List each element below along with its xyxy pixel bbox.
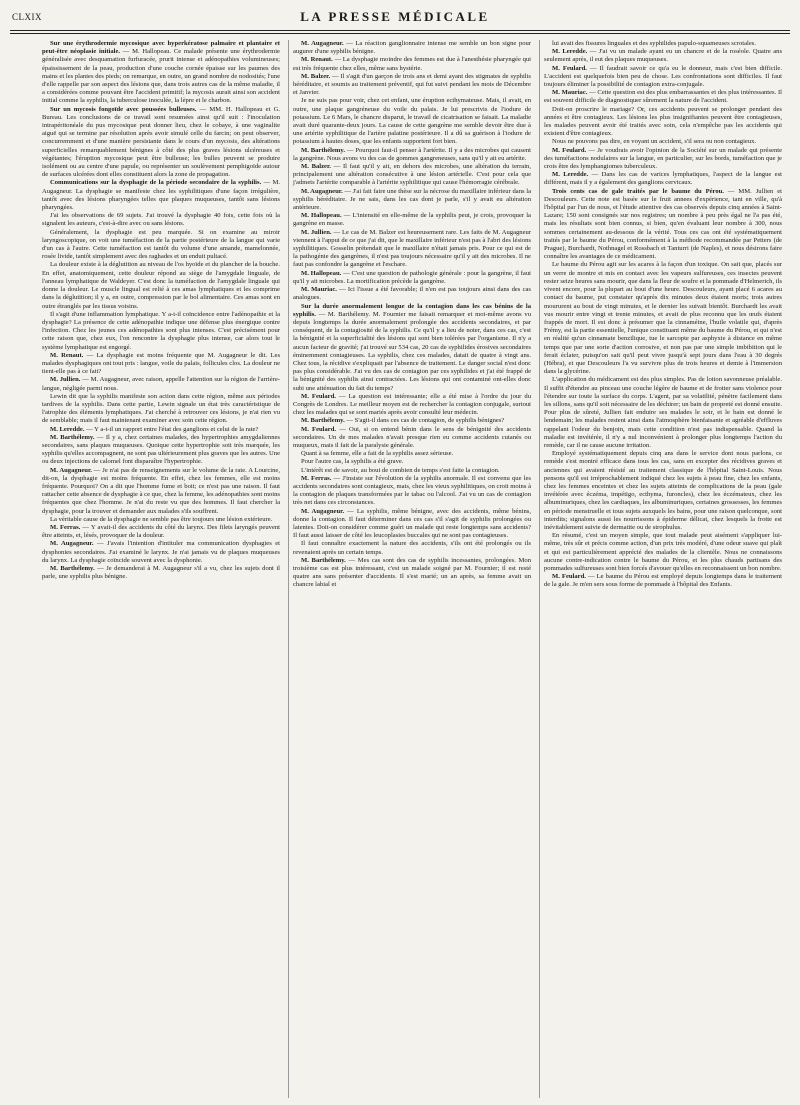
paragraph-text: M. Hallopeau. Ce malade présente une érythrodermie généralisée avec desquamation furfuracée, prurit intense et adénopathies volumineuses; épaississement de la peau, production d'une couche cornée épaisse sur les paumes des mains et les plantes des pieds; on remarque, en outre, un grand nombre de nodosités; l'une d'elle rappelle par son aspect des lésions que, dans trois autres cas de la même maladie, il a considérées comme pouvant être l'accident primitif; la mycosis aurait ainsi son accident initial comme la syphilis, la tuberculose inoculée, la lèpre et le charbon.	[42, 48, 280, 105]
paragraph-text: Le baume du Pérou agit sur les acares à la façon d'un toxique. On sait que, placés sur un verre de montre et mis en contact avec les vapeurs sulfureuses, ces insectes peuvent rester seize heures sans mourir, que dans la fleur de soufre et la pommade d'Helmerich, ils vivent encore, pour la plupart au bout d'une heure. Descouleurs, ayant placé 6 acares au contact du baume, put constater qu'après dix minutes deux étaient morts; trois autres moururent au bout de vingt minutes, et le dernier les suivait bientôt. Burchardt les avait vus mourir entre vingt et trente minutes, et avait de plus reconnu que les œufs étaient frappés de mort. Il est donc à présumer que la cinnaméine, l'huile volatile qui, d'après Frémy, est la partie essentielle, l'unique constituant même du baume du Pérou, et qui n'est en réalité qu'un cinnamate benzilique, tue le sarcopte par asphyxie à distance en même temps que par une sorte d'action corrosive, et non pas par une simple imbibition qui le ferait éclater, puisqu'on sait qu'il peut vivre jusqu'à sept jours dans l'eau à 30 degrés (Hébra), et que Descouleurs l'a vu survivre plus de trois heures et demie à l'immersion dans la glycérine.	[544, 261, 782, 376]
speaker-name: M. Feulard.	[552, 146, 587, 154]
paragraph: M. Feulard. — Oui, si on entend bénin dans le sens de bénignité des accidents secondaires. Un de mes malades n'avait presque rien eu comme accidents cutanés ou muqueux, mais il fait de la paralysie générale.	[293, 425, 531, 449]
speaker-name: M. Leredde.	[552, 48, 588, 56]
paragraph-text: Nous ne pouvons pas dire, en voyant un accident, s'il sera ou non contagieux.	[552, 138, 757, 146]
paragraph: M. Leredde. — Y a-t-il un rapport entre l'état des ganglions et celui de la rate?	[50, 425, 259, 433]
paragraph-text: J'ai fait faire une thèse sur la nécrose du maxillaire inférieur dans la syphilis héréditaire. Je ne sais, dans les cas dont je parle, s'il y avait eu altération antérieure.	[293, 187, 531, 212]
paragraph: M. Augagneur. — La syphilis, même bénigne, avec des accidents, même bénins, donne la contagion. Il faut déterminer dans ces cas s'il s'agit de syphilis prolongées ou latentes. Doit-on considérer comme guéri un malade qui reste longtemps sans accidents? Il faut aussi laisser de côté les leucoplasies buccales qui ne sont pas contagieuses.	[293, 507, 531, 540]
paragraph-text: Pourquoi faut-il penser à l'artérite. Il y a des microbes qui causent la gangrène. Nous avons vu des cas de gommes gangreneuses, sans qu'il y ait eu artérite.	[293, 146, 531, 162]
paragraph-text: Généralement, la dysphagie est peu marquée. Si on examine au miroir laryngoscopique, on voit une tuméfaction de la partie postérieure de la langue qui varie d'un cas à l'autre. Cette tuméfaction est tantôt du volume d'une amande, mamelonnée, rosée livide, tantôt simplement avec des raghades et un enduit pultacé.	[42, 228, 280, 261]
section-heading: Sur un mycosis fongoïde avec poussées bulleuses. —	[50, 106, 209, 113]
paragraph	[42, 393, 280, 426]
paragraph: M. Mauriac. — Cette question est des plus embarrassantes et des plus intéressantes. Il est souvent difficile de diagnostiquer sûrement la nature de l'accident.	[544, 89, 782, 105]
paragraph-text: Il faudrait savoir ce qu'a eu le donneur, mais c'est bien difficile. L'accident est quelquefois bien peu de chose. Les confrontations sont difficiles. Il faut toujours éliminer la possibilité de contagion extra-conjugale.	[544, 64, 782, 89]
speaker-name: M. Leredde.	[552, 171, 589, 179]
paragraph-text: MM. Jullien et Descouleurs. Cette note est basée sur le fruit annees d'expérience, tant en ville, qu'à l'hôpital par l'un de nous, et l'étude attentive des cas observés depuis cinq années à Saint-Lazare; 150 sont consignés sur nos registres; un nombre à peu près égal ne l'a pas été, mais les résultats sont bien connus, si bien, qu'en évaluant leur nombre à 300, nous sommes certainement au-dessous de la vérité. Tous ces cas ont été systématiquement traités par le baume du Pérou, conformément à la méthode recommandée par Petters (de Prague), Burchardt, Nothnagel et Rossbach et Tanturri (de Naples), et nous désirons faire connaître les avantages de ce médicament.	[544, 187, 782, 261]
paragraph	[42, 261, 280, 310]
paragraph-text: Il y a, chez certaines malades, des hypertrophies amygdaliennes secondaires, sans plaques muqueuses. Quoique cette hypertrophie soit très marquée, les syphilis qu'elles accompagnent, ne sont pas ultérieurement plus graves que les autres. Une ou deux injections de calomel font disparaître l'hypertrophie.	[42, 433, 280, 466]
paragraph-text: Employé systématiquement depuis cinq ans dans le service dont nous parlons, ce remède s'est montré efficace dans tous les cas, sans en excepter des récidives graves et anciennes qui avaient résisté au traitement classique de l'hôpital Saint-Louis. Nous pensons qu'il est irréprochablement indiqué chez les sujets à peau fine, chez les enfants, chez les femmes enceintes et chez les sujets atteints de complications de la peau (gale invétérée avec éczéma, impétigo, ecthyma, furoncles), chez les éczémateux, chez les albuminuriques, chez les cardiaques, les albuminuriques, certaines grossesses, les femmes en période menstruelle et tous sujets auxquels les bains, pour une raison quelconque, sont interdits; signalons aussi les nourrissons à épiderme délicat, chez lesquels la frotte est inévitablement suivie de dermatite ou de strophulus.	[544, 450, 782, 531]
paragraph	[293, 97, 531, 146]
paragraph-text: J'avais l'intention d'intituler ma communication dysphagies et dysphonies secondaires. J'ai examiné le larynx. Je n'ai jamais vu de plaques muqueuses du larynx. La dysphagie coïncide souvent avec la dysphonie.	[42, 540, 280, 564]
paragraph-text: Y a-t-il un rapport entre l'état des ganglions et celui de la rate?	[94, 425, 259, 433]
speaker-name: M. Jullien.	[301, 228, 332, 236]
paragraph: M. Feulard. — Le baume du Pérou est employé depuis longtemps dans le traitement de la gale. Je m'en sers sous forme de pommade à l'hôpital des Enfants.	[544, 573, 782, 589]
paragraph-text: M. Augagneur, avec raison, appelle l'attention sur la région de l'arrière-langue, négligée parmi nous.	[42, 376, 280, 392]
paragraph-text: La dysphagie est moins fréquente que M. Augagneur le dit. Les malades dysphagiques ont tout pris : langue, voile du palais, follicules clos. La douleur ne tient-elle pas à ce fait?	[42, 351, 280, 376]
paragraph: M. Barthélemy. — S'agit-il dans ces cas de contagion, de syphilis bénignes?	[301, 417, 505, 425]
paragraph: M. Barthélemy. — Il y a, chez certaines malades, des hypertrophies amygdaliennes secondaires, sans plaques muqueuses. Quoique cette hypertrophie soit très marquée, les syphilis qu'elles accompagnent, ne sont pas ultérieurement plus graves que les autres. Une ou deux injections de calomel font disparaître l'hypertrophie.	[42, 433, 280, 466]
section-heading: Communications sur la dysphagie de la période secondaire de la syphilis. —	[50, 179, 273, 186]
paragraph-text: MM. H. Hallopeau et G. Bureau. Les conclusions de ce travail sont resumées ainsi qu'il suit : l'inoculation intrapéritonéale du pus mycosique peut donner lieu, chez le cobaye, à une vaginalite aiguë qui se termine par résolution après avoir simulé celle du farcin; on peut observer, concurremment et d'une manière persistante dans le cours d'un mycosis, des altérations superficielles remarquablement bénignes à côté des plus graves lésions ulcéreuses et végétantes; l'éruption mycosique peut être bulleuse; les bulles peuvent se produire isolément ou au centre d'une papule, ou représenter un soulèvement pemphigoïde autour de surfaces ulcérées dont elles constituent alors la zone de propagation.	[42, 105, 280, 179]
speaker-name: M. Mauriac.	[552, 89, 588, 97]
paragraph-text: L'application du médicament est des plus simples. Pas de lotion savonneuse préalable. Il suffit d'étendre au pinceau une couche légère de baume et de frotter sans violence pour l'étendre sur toute la surface du corps. L'agent, par sa volatilité, pénètre facilement dans les sillons, sans qu'il soit nécessaire de les déchirer; un bain de propreté est donné ensuite. Pour plus de sûreté, Jullien fait enduire ses malades le soir, et le bain est donné le lendemain; les malades restent ainsi dans l'atmosphère bienfaisante et agréable d'effluves rappelant l'odeur du benjoin, mais cette condition n'est pas indispensable. Quand la maladie est invétérée, il n'y a nul inconvénient à prolonger plus longtemps l'action du remède, car il ne cause aucune irritation.	[544, 376, 782, 449]
paragraph: M. Balzer. — Il s'agit d'un garçon de trois ans et demi ayant des stigmates de syphilis héréditaire, et soumis au traitement préventif, qui fut suivi pendant les mois de Décembre et Janvier.	[293, 72, 531, 97]
paragraph-text: Je ne suis pas pour voir, chez cet enfant, une éruption ecthymateuse. Mais, il avait, en outre, une plaque gangréneuse du voile du palais. Je lui prescrivis de l'iodure de potassium. Le 6 Mars, le chancre disparut, le travail de cicatrisation se faisait. La maladie avait duré quarante-deux jours. La cause de cette gangrène me semble devoir être due à une artérite syphilitique de l'artère palatine postérieure. Il a dû sa guérison à l'iodure de potassium à hautes doses, que les enfants supportent fort bien.	[293, 97, 531, 146]
paragraph	[544, 106, 782, 139]
speaker-name: M. Mauriac.	[301, 286, 337, 294]
speaker-name: M. Barthélemy.	[50, 433, 95, 441]
paragraph: M. Balzer. — Il faut qu'il y ait, en dehors des microbes, une altération du terrain, principalement une altération consécutive à une lésion artérielle. C'est pour cela que j'admets l'artérite comparable à l'artérite syphilitique qui cause l'hémorragie cérébrale.	[293, 163, 531, 187]
paragraph-text: M. Barthélemy. M. Fournier me faisait remarquer et moi-même avons vu depuis longtemps la durée anormalement prolongée des accidents secondaires, et par conséquent, de la contagiosité de la syphilis. Ce qu'il y a lieu de noter, dans ces cas, c'est la bénignité et la superficialité des lésions qui sont bien tolérées par l'organisme. Il n'y a aucun facteur de gravité; j'ai trouvé sur 534 cas, 20 cas de syphilides érosives secondaires éminemment contagieuses. La syphilis, chez ces malades, datait de quatre à vingt ans. Chez tous, la récidive s'expliquait par l'absence de traitement. Le danger social n'est donc pas plus considérable. J'ai vu des cas de contagion par ces syphilides et j'ai été frappé de la bénignité des syphilis ainsi contractées. Les lésions qui ont contaminé ont-elles donc subi une atténuation du fait du temps?	[293, 310, 531, 392]
speaker-name: M. Jullien.	[50, 376, 81, 384]
speaker-name: M. Feulard.	[301, 392, 336, 400]
speaker-name: M. Barthélemy.	[301, 417, 345, 425]
speaker-name: M. Leredde.	[50, 425, 85, 433]
paragraph	[544, 40, 782, 48]
paragraph	[293, 467, 531, 475]
paragraph-text: La dysphagie moindre des femmes est due à l'anesthésie pharyngée qui est très fréquente chez elles, même sans hystérie.	[293, 56, 531, 72]
paragraph-text: J'ai les observations de 69 sujets. J'ai trouvé la dysphagie 40 fois, cette fois où la signalent les auteurs, c'est-à-dire avec ou sans lésions.	[42, 212, 280, 228]
article-columns	[42, 40, 782, 1098]
paragraph-text: L'intensité en elle-même de la syphilis peut, je crois, provoquer la gangrène en masse.	[293, 212, 531, 228]
paragraph: M. Leredde. — Dans les cas de varices lymphatiques, l'aspect de la langue est différent, mais il y a également des ganglions cervicaux.	[544, 171, 782, 187]
speaker-name: M. Balzer.	[301, 163, 331, 171]
paragraph	[293, 458, 531, 466]
paragraph	[42, 106, 280, 180]
paragraph	[544, 450, 782, 532]
speaker-name: M. Augagneur.	[301, 187, 343, 195]
paragraph-text: Il s'agit d'un garçon de trois ans et demi ayant des stigmates de syphilis héréditaire, et soumis au traitement préventif, qui fut suivi pendant les mois de Décembre et Janvier.	[293, 72, 531, 97]
paragraph-text: Le baume du Pérou est employé depuis longtemps dans le traitement de la gale. Je m'en sers sous forme de pommade à l'hôpital des Enfants.	[544, 573, 782, 589]
paragraph: M. Barthélemy. — Pourquoi faut-il penser à l'artérite. Il y a des microbes qui causent la gangrène. Nous avons vu des cas de gommes gangreneuses, sans qu'il y ait eu artérite.	[293, 146, 531, 162]
header-rule	[10, 30, 790, 31]
paragraph	[42, 40, 280, 106]
paragraph-text: Mes cas sont des cas de syphilis incessantes, prolongées. Mon troisième cas est plus intéressant, c'est un malade soigné par M. Fournier; il est resté quatre ans sans présenter d'accidents. Il s'est marié; un an après, sa femme avait un chancre labial et	[293, 556, 531, 589]
paragraph-text: En résumé, c'est un moyen simple, que tout malade peut aisément s'appliquer lui-même, très sûr et précis comme action, d'un prix très modéré, d'une odeur suave qui plaît et qui est particulièrement apprécié des malades de la clientèle. Nous ne connaissons aucune contre-indication contre le baume du Pérou, et les plus chauds partisans des pommades sulfureuses sont bien forcés d'avouer qu'elles en reconnaissent un bon nombre.	[544, 532, 782, 572]
speaker-name: M. Ferras.	[301, 474, 332, 482]
column-left	[42, 40, 280, 1098]
speaker-name: M. Augagneur.	[50, 466, 92, 474]
paragraph: M. Hallopeau. — L'intensité en elle-même de la syphilis peut, je crois, provoquer la gangrène en masse.	[293, 212, 531, 228]
paragraph: M. Augagneur. — Je n'ai pas de renseignements sur le volume de la rate. A Lourcine, dit-on, la dysphagie est moins fréquente. En effet, chez les femmes, elle est moins fréquente. Pourquoi? On a dit que l'homme fume et boit; ce n'est pas une raison. Il faut rattacher cette absence de dysphagie à ce que, chez la femme, les adénopathies sont moins fréquentes que chez l'homme. Je n'ai du reste vu que des hommes. Il faut chercher la dysphagie, pour la trouver et demander aux malades s'ils souffrent.	[42, 466, 280, 515]
paragraph-text: Oui, si on entend bénin dans le sens de bénignité des accidents secondaires. Un de mes malades n'avait presque rien eu comme accidents cutanés ou muqueux, mais il fait de la paralysie générale.	[293, 425, 531, 449]
section-heading: Sur la durée anormalement longue de la contagion dans les cas bénins de la syphilis. —	[293, 303, 531, 318]
paragraph: M. Augagneur. — J'ai fait faire une thèse sur la nécrose du maxillaire inférieur dans la syphilis héréditaire. Je ne sais, dans les cas dont je parle, s'il y avait eu altération antérieure.	[293, 187, 531, 212]
paragraph: M. Barthélemy. — Je demanderai à M. Augagneur s'il a vu, chez les sujets dont il parle, une syphilis plus bénigne.	[42, 565, 280, 581]
paragraph: M. Renaut. — La dysphagie moindre des femmes est due à l'anesthésie pharyngée qui est très fréquente chez elles, même sans hystérie.	[293, 56, 531, 72]
paragraph: M. Renaut. — La dysphagie est moins fréquente que M. Augagneur le dit. Les malades dysphagiques ont tout pris : langue, voile du palais, follicules clos. La douleur ne tient-elle pas à ce fait?	[42, 351, 280, 376]
page-number: CLXIX	[12, 12, 42, 22]
header-rule-double	[10, 33, 790, 34]
paragraph	[293, 540, 531, 556]
paragraph-text: Pour l'autre cas, la syphilis a été grave.	[301, 458, 404, 466]
paragraph-text: Je n'ai pas de renseignements sur le volume de la rate. A Lourcine, dit-on, la dysphagie est moins fréquente. En effet, chez les femmes, elle est moins fréquente. Pourquoi? On a dit que l'homme fume et boit; ce n'est pas une raison. Il faut rattacher cette absence de dysphagie à ce que, chez la femme, les adénopathies sont moins fréquentes que chez l'homme. Je n'ai du reste vu que des hommes. Il faut chercher la dysphagie, pour la trouver et demander aux malades s'ils souffrent.	[42, 466, 280, 515]
paragraph-text: La syphilis, même bénigne, avec des accidents, même bénins, donne la contagion. Il faut déterminer dans ces cas s'il s'agit de syphilis prolongées ou latentes. Doit-on considérer comme guéri un malade qui reste longtemps sans accidents? Il faut aussi laisser de côté les leucoplasies buccales qui ne sont pas contagieuses.	[293, 507, 531, 540]
paragraph-text: J'insiste sur l'évolution de la syphilis anormale. Il est convenu que les accidents secondaires sont contagieux, mais, chez les vieux syphilitiques, on croit moins à la contagion de plaques transformées par le tabac ou l'alcool. J'ai vu un cas de contagion très net dans ces circonstances.	[293, 474, 531, 507]
paragraph	[42, 212, 280, 228]
paragraph-text: Il s'agit d'une inflammation lymphatique. Y a-t-il coïncidence entre l'adénopathie et la dysphagie? La présence de cette adénopathie indique une défense plus énergique contre l'infection. Chez les jeunes ces adénopathies sont plus intenses. C'est précisément pour cette raison que, chez eux, l'on rencontre la dysphagie plus intense, car alors tout le système lymphatique est engorgé.	[42, 310, 280, 351]
paragraph-text: La réaction ganglionnaire intense me semble un bon signe pour augurer d'une syphilis bénigne.	[293, 40, 531, 56]
page-header	[12, 6, 788, 28]
paragraph-text: Lewin dit que la syphilis manifeste son action dans cette région, même aux périodes tardives de la syphilis. Dans cette partie, Lewin signale un état très caractéristique de l'atrophie des éléments lymphatiques. J'ai cherché à retrouver ces lésions, je n'ai rien vu de semblable; mais il faut maintenant examiner avec soin cette région.	[42, 392, 280, 425]
paragraph-text: Doit-on proscrire le mariage? Or, ces accidents peuvent se prolonger pendant des années et être contagieux. Les lésions les plus insignifiantes peuvent être contagieuses, les malades peuvent avoir été traités avec soin, cela n'empêche pas les accidents qui existent d'être contagieux.	[544, 105, 782, 138]
column-middle	[288, 40, 531, 1098]
paragraph	[42, 229, 280, 262]
speaker-name: M. Balzer.	[301, 72, 331, 80]
paragraph	[544, 261, 782, 376]
speaker-name: M. Augagneur.	[301, 40, 344, 47]
paragraph-text: L'intérêt est de savoir, au bout de combien de temps s'est faite la contagion.	[301, 466, 500, 474]
speaker-name: M. Feulard.	[552, 573, 586, 581]
section-heading: Sur une érythrodermie mycosique avec hyperkératose palmaire et plantaire et peut-être néoplasie initiale. —	[42, 40, 280, 55]
paragraph-text: Y avait-il des accidents du côté du larynx. Des filets laryngés peuvent être atteints, et, lésés, provoquer de la douleur.	[42, 523, 280, 540]
speaker-name: M. Hallopeau.	[301, 269, 342, 277]
journal-title: LA PRESSE MÉDICALE	[300, 9, 490, 24]
section-heading: Trois cents cas de gale traités par le baume du Pérou. —	[552, 188, 738, 195]
paragraph	[293, 303, 531, 393]
speaker-name: M. Feulard.	[552, 64, 587, 72]
paragraph	[544, 138, 782, 146]
paragraph	[42, 179, 280, 212]
paragraph	[42, 516, 280, 524]
paragraph	[544, 532, 782, 573]
paragraph: M. Augagneur. — J'avais l'intention d'intituler ma communication dysphagies et dysphonies secondaires. J'ai examiné le larynx. Je n'ai jamais vu de plaques muqueuses du larynx. La dysphagie coïncide souvent avec la dysphonie.	[42, 540, 280, 564]
paragraph-text: Le cas de M. Balzer est heureusement rare. Les faits de M. Augagneur viennent à l'appui de ce que j'ai dit, que le maxillaire inférieur n'est pas à l'abri des lésions syphilitiques. Gosselin prétendait que le maxillaire n'était jamais pris. Pour ce qui est de la pathogénie des gangrènes, il n'est pas toujours nécessaire qu'il y ait des microbes. Il ne faut pas confondre la gangrène et l'eschare.	[293, 228, 531, 269]
speaker-name: M. Feulard.	[301, 425, 337, 433]
speaker-name: M. Ferras.	[50, 523, 81, 531]
paragraph: M. Augagneur. — La réaction ganglionnaire intense me semble un bon signe pour augurer d'une syphilis bénigne.	[293, 40, 531, 56]
paragraph-text: Cette question est des plus embarrassantes et des plus intéressantes. Il est souvent difficile de diagnostiquer sûrement la nature de l'accident.	[544, 89, 782, 105]
paragraph-text: C'est une question de pathologie générale : pour la gangrène, il faut qu'il y ait microbes. La mortification précède la gangrène.	[293, 269, 531, 285]
paragraph-text: La douleur existe à la déglutition au niveau de l'os hyoïde et du plancher de la bouche. En effet, anatomiquement, cette douleur répond au siège de l'amygdale linguale, de l'anneau lymphatique de Waldeyer. C'est donc la tuméfaction de l'amygdale linguale qui donne la douleur. Le muscle lingual est relié à ces amas lymphatiques et les comprime dans la déglutition; il y a, en outre, compression par le bol alimentaire. Ces amas sont en outre étranglés par les tissus voisins.	[42, 261, 280, 310]
speaker-name: M. Barthélemy.	[301, 146, 345, 154]
speaker-name: M. Hallopeau.	[301, 212, 342, 220]
paragraph: M. Jullien. — M. Augagneur, avec raison, appelle l'attention sur la région de l'arrière-langue, négligée parmi nous.	[42, 376, 280, 392]
speaker-name: M. Augagneur.	[301, 507, 345, 515]
paragraph: M. Feulard. — La question est intéressante; elle a été mise à l'ordre du jour du Congrès de Londres. Le meilleur moyen est de rechercher la contagion conjugale, surtout chez les malades qui se sont mariés après avoir consulté leur médecin.	[293, 392, 531, 417]
paragraph: M. Hallopeau. — C'est une question de pathologie générale : pour la gangrène, il faut qu'il y ait microbes. La mortification précède la gangrène.	[293, 269, 531, 285]
paragraph: M. Jullien. — Le cas de M. Balzer est heureusement rare. Les faits de M. Augagneur viennent à l'appui de ce que j'ai dit, que le maxillaire inférieur n'est pas à l'abri des lésions syphilitiques. Gosselin prétendait que le maxillaire n'était jamais pris. Pour ce qui est de la pathogénie des gangrènes, il n'est pas toujours nécessaire qu'il y ait des microbes. Il ne faut pas confondre la gangrène et l'eschare.	[293, 228, 531, 269]
speaker-name: M. Renaut.	[301, 56, 333, 64]
paragraph-text: S'agit-il dans ces cas de contagion, de syphilis bénignes?	[354, 417, 505, 425]
paragraph-text: J'ai vu un malade ayant eu un chancre et de la roséole. Quatre ans seulement après, il eut des plaques muqueuses.	[544, 48, 782, 64]
paragraph	[42, 311, 280, 352]
paragraph: M. Ferras. — J'insiste sur l'évolution de la syphilis anormale. Il est convenu que les accidents secondaires sont contagieux, mais, chez les vieux syphilitiques, on croit moins à la contagion de plaques transformées par le tabac ou l'alcool. J'ai vu un cas de contagion très net dans ces circonstances.	[293, 474, 531, 507]
paragraph: M. Feulard. — Je voudrais avoir l'opinion de la Société sur un malade qui présente des tuméfactions nodulaires sur la langue, en particulier, sur les bords, tuméfaction que je crois être des lymphangiomes tuberculeux.	[544, 146, 782, 171]
speaker-name: M. Augagneur.	[50, 540, 94, 548]
speaker-name: M. Barthélemy.	[301, 556, 346, 564]
paragraph-text: Dans les cas de varices lymphatiques, l'aspect de la langue est différent, mais il y a également des ganglions cervicaux.	[544, 171, 782, 187]
paragraph: M. Leredde. — J'ai vu un malade ayant eu un chancre et de la roséole. Quatre ans seulement après, il eut des plaques muqueuses.	[544, 48, 782, 64]
column-right	[539, 40, 782, 1098]
paragraph: M. Barthélemy. — Mes cas sont des cas de syphilis incessantes, prolongées. Mon troisième cas est plus intéressant, c'est un malade soigné par M. Fournier; il est resté quatre ans sans présenter d'accidents. Il s'est marié; un an après, sa femme avait un chancre labial et	[293, 556, 531, 589]
paragraph: M. Ferras. — Y avait-il des accidents du côté du larynx. Des filets laryngés peuvent être atteints, et, lésés, provoquer de la douleur.	[42, 523, 280, 540]
paragraph-text: La question est intéressante; elle a été mise à l'ordre du jour du Congrès de Londres. Le meilleur moyen est de rechercher la contagion conjugale, surtout chez les malades qui se sont mariés après avoir consulté leur médecin.	[293, 392, 531, 417]
speaker-name: M. Barthélemy.	[50, 565, 95, 572]
paragraph-text: Je demanderai à M. Augagneur s'il a vu, chez les sujets dont il parle, une syphilis plus bénigne.	[42, 565, 280, 581]
paragraph-text: Je voudrais avoir l'opinion de la Société sur un malade qui présente des tuméfactions nodulaires sur la langue, en particulier, sur les bords, tuméfaction que je crois être des lymphangiomes tuberculeux.	[544, 146, 782, 171]
paragraph	[544, 188, 782, 262]
paragraph-text: Il faut connaître exactement la nature des accidents, s'ils ont été prolongés ou ils revenaient après un certain temps.	[293, 540, 531, 556]
paragraph-text: La véritable cause de la dysphagie ne semble pas être toujours une lésion extérieure.	[50, 515, 273, 523]
paragraph-text: M. Augagneur. La dysphagie se manifeste chez les syphilitiques d'une façon irrégulière, tantôt avec des lésions pharyngées telles que plaques muqueuses, tantôt sans lésions pharyngées.	[42, 179, 280, 212]
speaker-name: M. Renaut.	[50, 351, 84, 359]
paragraph: M. Mauriac. — Ici l'issue a été favorable; il n'en est pas toujours ainsi dans des cas analogues.	[293, 286, 531, 302]
paragraph	[293, 450, 531, 458]
paragraph-text: lui avait des fissures linguales et des syphilides papulo-squameuses scrotales.	[552, 40, 756, 47]
paragraph-text: Quant à sa femme, elle a fait de la syphilis assez sérieuse.	[301, 450, 454, 458]
paragraph: M. Feulard. — Il faudrait savoir ce qu'a eu le donneur, mais c'est bien difficile. L'accident est quelquefois bien peu de chose. Les confrontations sont difficiles. Il faut toujours éliminer la possibilité de contagion extra-conjugale.	[544, 64, 782, 89]
paragraph	[544, 376, 782, 450]
paragraph-text: Ici l'issue a été favorable; il n'en est pas toujours ainsi dans des cas analogues.	[293, 286, 531, 302]
paragraph-text: Il faut qu'il y ait, en dehors des microbes, une altération du terrain, principalement une altération consécutive à une lésion artérielle. C'est pour cela que j'admets l'artérite comparable à l'artérite syphilitique qui cause l'hémorragie cérébrale.	[293, 163, 531, 187]
